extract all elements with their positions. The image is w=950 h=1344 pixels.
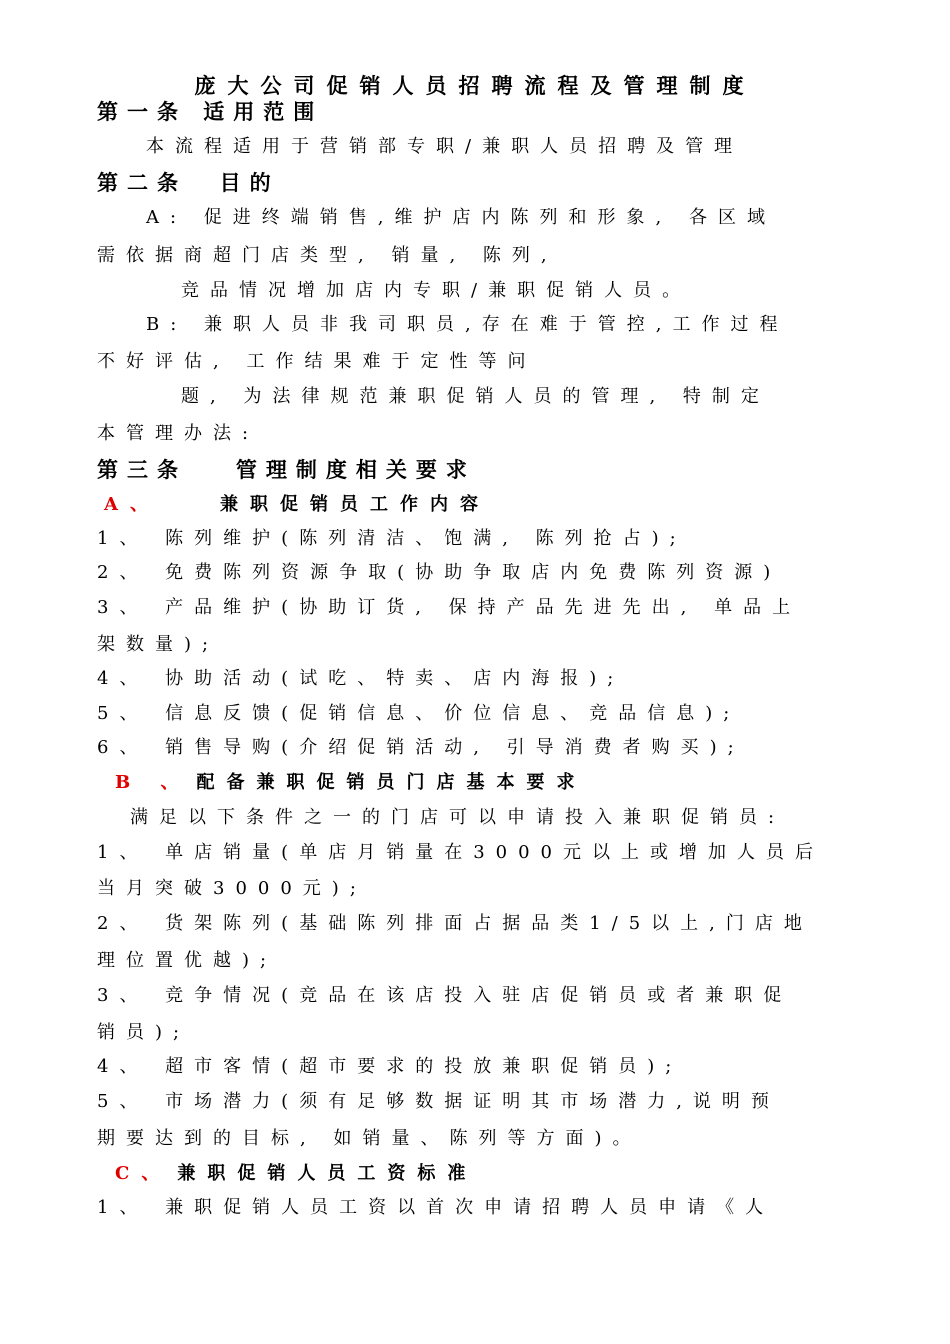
part-a-item-2: 2、 免费陈列资源争取(协助争取店内免费陈列资源) [97, 562, 782, 583]
part-a-item-3-cont: 架数量); [97, 634, 220, 655]
part-b-item-1-cont: 当月突破3000元); [97, 878, 367, 899]
document-title: 庞大公司促销人员招聘流程及管理制度 [194, 73, 756, 98]
part-a-item-4: 4、 协助活动(试吃、特卖、店内海报); [97, 668, 625, 689]
part-b-marker: B 、 [115, 772, 191, 793]
section-2-b-line1: B: 兼职人员非我司职员,存在难于管控,工作过程 [146, 314, 789, 335]
section-2-a-line1: A: 促进终端销售,维护店内陈列和形象, 各区域 [146, 207, 776, 228]
part-b-item-5-cont: 期要达到的目标, 如销量、陈列等方面)。 [97, 1128, 642, 1149]
part-a-item-6: 6、 销售导购(介绍促销活动, 引导消费者购买); [97, 737, 745, 758]
part-b-item-3-cont: 销员); [97, 1022, 191, 1043]
part-b-item-3: 3、 竞争情况(竞品在该店投入驻店促销员或者兼职促 [97, 985, 793, 1006]
part-b-item-2-cont: 理位置优越); [97, 950, 278, 971]
part-c-title: 兼职促销人员工资标准 [177, 1163, 478, 1184]
part-a-item-1: 1、 陈列维护(陈列清洁、饱满, 陈列抢占); [97, 528, 687, 549]
part-b-item-4: 4、 超市客情(超市要求的投放兼职促销员); [97, 1056, 683, 1077]
section-2-heading: 第二条 目的 [97, 170, 280, 195]
section-3-heading: 第三条 管理制度相关要求 [97, 457, 476, 482]
section-1-text: 本流程适用于营销部专职/兼职人员招聘及管理 [146, 136, 744, 157]
section-2-a-line3: 竞品情况增加店内专职/兼职促销人员。 [181, 280, 692, 301]
part-a-title: 兼职促销员工作内容 [219, 494, 490, 515]
part-c-item-1: 1、 兼职促销人员工资以首次申请招聘人员申请《人 [97, 1197, 775, 1218]
part-a-marker: A、 [104, 494, 160, 515]
part-b-intro: 满足以下条件之一的门店可以申请投入兼职促销员: [130, 807, 786, 828]
section-2-b-line2: 不好评估, 工作结果难于定性等问 [97, 351, 537, 372]
section-2-b-line4: 本管理办法: [97, 423, 260, 444]
part-a-item-5: 5、 信息反馈(促销信息、价位信息、竞品信息); [97, 703, 741, 724]
part-b-item-2: 2、 货架陈列(基础陈列排面占据品类1/5以上,门店地 [97, 913, 813, 934]
part-a-item-3: 3、 产品维护(协助订货, 保持产品先进先出, 单品上 [97, 597, 802, 618]
section-2-a-line2: 需依据商超门店类型, 销量, 陈列, [97, 245, 558, 266]
part-b-item-1: 1、 单店销量(单店月销量在3000元以上或增加人员后 [97, 842, 825, 863]
section-2-b-line3: 题, 为法律规范兼职促销人员的管理, 特制定 [181, 386, 770, 407]
part-c-marker: C、 [115, 1163, 172, 1184]
section-1-heading: 第一条 适用范围 [97, 99, 324, 124]
part-b-title: 配备兼职促销员门店基本要求 [196, 772, 587, 793]
part-b-item-5: 5、 市场潜力(须有足够数据证明其市场潜力,说明预 [97, 1091, 780, 1112]
part-b-heading [115, 771, 856, 795]
part-a-heading [104, 493, 856, 517]
part-c-heading [115, 1162, 856, 1186]
